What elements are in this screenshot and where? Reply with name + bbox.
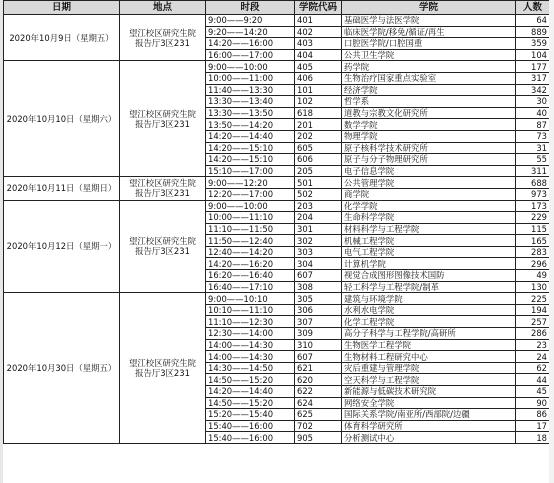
- place-line2: 报告厅3区231: [135, 368, 190, 379]
- time-cell: 11:50——12:40: [206, 235, 295, 247]
- time-cell: 9:00——12:20: [206, 177, 295, 189]
- college-name-cell: 材料科学与工程学院: [342, 223, 516, 235]
- college-code-cell: 302: [295, 235, 342, 247]
- college-code-cell: 101: [295, 84, 342, 96]
- college-name-cell: 网络安全学院: [342, 397, 516, 409]
- time-cell: 9:00——9:20: [206, 15, 295, 27]
- count-cell: 104: [516, 49, 550, 61]
- session-date: 2020年10月11日（星期日）: [4, 177, 120, 200]
- count-cell: 49: [516, 270, 550, 282]
- college-name-cell: 计算机学院: [342, 258, 516, 270]
- count-cell: 73: [516, 130, 550, 142]
- college-code-cell: 305: [295, 293, 342, 305]
- college-name-cell: 公共卫生学院: [342, 49, 516, 61]
- time-cell: 12:30——14:00: [206, 328, 295, 340]
- time-cell: 14:20——15:10: [206, 154, 295, 166]
- college-code-cell: 620: [295, 374, 342, 386]
- header-date: 日期: [4, 1, 120, 15]
- college-code-cell: 702: [295, 420, 342, 432]
- time-cell: 14:20——15:10: [206, 142, 295, 154]
- college-name-cell: 原子与分子物理研究所: [342, 154, 516, 166]
- time-cell: 11:10——12:30: [206, 316, 295, 328]
- count-cell: 173: [516, 200, 550, 212]
- college-name-cell: 生命科学学院: [342, 212, 516, 224]
- count-cell: 286: [516, 328, 550, 340]
- time-cell: 9:00——10:10: [206, 293, 295, 305]
- college-code-cell: 205: [295, 165, 342, 177]
- count-cell: 23: [516, 339, 550, 351]
- session-place: [120, 177, 206, 200]
- college-name-cell: 口腔医学院/口腔国重: [342, 38, 516, 50]
- count-cell: 177: [516, 61, 550, 73]
- place-line1: 望江校区研究生院: [129, 178, 196, 189]
- count-cell: 283: [516, 246, 550, 258]
- college-name-cell: 视觉合成图形图像技术国防: [342, 270, 516, 282]
- count-cell: 31: [516, 142, 550, 154]
- scroll-edge: [549, 0, 554, 483]
- table-row: [4, 177, 550, 189]
- count-cell: 311: [516, 165, 550, 177]
- college-code-cell: 618: [295, 107, 342, 119]
- table-row: [4, 200, 550, 212]
- count-cell: 90: [516, 397, 550, 409]
- college-name-cell: 新能源与低碳技术研究院: [342, 386, 516, 398]
- session-place: [120, 293, 206, 444]
- count-cell: 17: [516, 420, 550, 432]
- count-cell: 30: [516, 96, 550, 108]
- count-cell: 225: [516, 293, 550, 305]
- table-row: [4, 61, 550, 73]
- count-cell: 229: [516, 212, 550, 224]
- time-cell: 14:00——14:30: [206, 339, 295, 351]
- count-cell: 87: [516, 119, 550, 131]
- college-name-cell: 药学院: [342, 61, 516, 73]
- header-code: 学院代码: [295, 1, 342, 15]
- college-name-cell: 数学学院: [342, 119, 516, 131]
- college-name-cell: 经济学院: [342, 84, 516, 96]
- college-code-cell: 102: [295, 96, 342, 108]
- time-cell: 14:20——14:40: [206, 130, 295, 142]
- college-name-cell: 体育科学研究所: [342, 420, 516, 432]
- college-code-cell: 605: [295, 142, 342, 154]
- college-name-cell: 哲学系: [342, 96, 516, 108]
- college-name-cell: 建筑与环境学院: [342, 293, 516, 305]
- time-cell: 12:20——17:00: [206, 188, 295, 200]
- time-cell: 10:00——11:00: [206, 72, 295, 84]
- college-code-cell: 905: [295, 432, 342, 444]
- time-cell: 9:00——10:00: [206, 200, 295, 212]
- time-cell: 13:30——13:50: [206, 107, 295, 119]
- session-date: 2020年10月10日（星期六）: [4, 61, 120, 177]
- college-code-cell: 607: [295, 351, 342, 363]
- college-code-cell: 306: [295, 304, 342, 316]
- college-code-cell: 606: [295, 154, 342, 166]
- college-code-cell: 308: [295, 281, 342, 293]
- time-cell: 14:30——14:50: [206, 362, 295, 374]
- session-date: 2020年10月30日（星期五）: [4, 293, 120, 444]
- header-place: 地点: [120, 1, 206, 15]
- session-place: [120, 61, 206, 177]
- count-cell: 24: [516, 351, 550, 363]
- time-cell: 12:40——14:20: [206, 246, 295, 258]
- college-name-cell: 机械工程学院: [342, 235, 516, 247]
- count-cell: 40: [516, 107, 550, 119]
- college-name-cell: 公共管理学院: [342, 177, 516, 189]
- college-name-cell: 基础医学与法医学院: [342, 15, 516, 27]
- schedule-body: [4, 1, 550, 444]
- college-code-cell: 402: [295, 26, 342, 38]
- count-cell: 55: [516, 154, 550, 166]
- time-cell: 16:20——16:40: [206, 270, 295, 282]
- college-code-cell: 404: [295, 49, 342, 61]
- session-date: 2020年10月9日（星期五）: [4, 15, 120, 61]
- college-code-cell: 401: [295, 15, 342, 27]
- college-code-cell: 607: [295, 270, 342, 282]
- count-cell: 62: [516, 362, 550, 374]
- college-name-cell: 水利水电学院: [342, 304, 516, 316]
- count-cell: 64: [516, 15, 550, 27]
- college-name-cell: 化学工程学院: [342, 316, 516, 328]
- count-cell: 194: [516, 304, 550, 316]
- count-cell: 18: [516, 432, 550, 444]
- place-line1: 望江校区研究生院: [129, 108, 196, 119]
- header-row: [4, 1, 550, 15]
- place-line1: 望江校区研究生院: [129, 27, 196, 38]
- time-cell: 14:50——15:20: [206, 397, 295, 409]
- college-name-cell: 商学院: [342, 188, 516, 200]
- time-cell: 16:00——17:00: [206, 49, 295, 61]
- college-code-cell: 501: [295, 177, 342, 189]
- college-code-cell: 310: [295, 339, 342, 351]
- count-cell: 688: [516, 177, 550, 189]
- count-cell: 317: [516, 72, 550, 84]
- college-code-cell: 622: [295, 386, 342, 398]
- college-name-cell: 临床医学院/移免/循证/再生: [342, 26, 516, 38]
- college-name-cell: 分析测试中心: [342, 432, 516, 444]
- college-code-cell: 301: [295, 223, 342, 235]
- college-code-cell: 309: [295, 328, 342, 340]
- count-cell: 973: [516, 188, 550, 200]
- college-name-cell: 物理学院: [342, 130, 516, 142]
- schedule-table: [3, 0, 550, 444]
- college-code-cell: 307: [295, 316, 342, 328]
- time-cell: 10:10——11:10: [206, 304, 295, 316]
- college-code-cell: 304: [295, 258, 342, 270]
- college-code-cell: 405: [295, 61, 342, 73]
- count-cell: 115: [516, 223, 550, 235]
- session-place: [120, 15, 206, 61]
- time-cell: 9:20——14:20: [206, 26, 295, 38]
- time-cell: 11:40——13:30: [206, 84, 295, 96]
- count-cell: 165: [516, 235, 550, 247]
- time-cell: 14:00——14:30: [206, 351, 295, 363]
- college-code-cell: 202: [295, 130, 342, 142]
- count-cell: 257: [516, 316, 550, 328]
- college-code-cell: 303: [295, 246, 342, 258]
- session-date: 2020年10月12日（星期一）: [4, 200, 120, 293]
- college-name-cell: 轻工科学与工程学院/制革: [342, 281, 516, 293]
- time-cell: 9:00——10:00: [206, 61, 295, 73]
- count-cell: 296: [516, 258, 550, 270]
- header-count: 人数: [516, 1, 550, 15]
- time-cell: 13:30——13:40: [206, 96, 295, 108]
- college-code-cell: 502: [295, 188, 342, 200]
- header-time: 时段: [206, 1, 295, 15]
- college-name-cell: 电气工程学院: [342, 246, 516, 258]
- place-line2: 报告厅3区231: [135, 118, 190, 129]
- place-line1: 望江校区研究生院: [129, 358, 196, 369]
- count-cell: 86: [516, 409, 550, 421]
- college-name-cell: 化学学院: [342, 200, 516, 212]
- college-code-cell: 406: [295, 72, 342, 84]
- college-code-cell: 203: [295, 200, 342, 212]
- count-cell: 359: [516, 38, 550, 50]
- college-code-cell: 403: [295, 38, 342, 50]
- college-name-cell: 原子核科学技术研究所: [342, 142, 516, 154]
- count-cell: 45: [516, 386, 550, 398]
- count-cell: 342: [516, 84, 550, 96]
- table-row: [4, 293, 550, 305]
- college-code-cell: 204: [295, 212, 342, 224]
- header-college: 学院: [342, 1, 516, 15]
- place-line2: 报告厅3区231: [135, 188, 190, 199]
- college-name-cell: 电子信息学院: [342, 165, 516, 177]
- session-place: [120, 200, 206, 293]
- time-cell: 14:20——16:20: [206, 258, 295, 270]
- college-name-cell: 生物医学工程学院: [342, 339, 516, 351]
- time-cell: 15:40——16:00: [206, 420, 295, 432]
- college-code-cell: 621: [295, 362, 342, 374]
- time-cell: 13:50——14:20: [206, 119, 295, 131]
- time-cell: 15:20——15:40: [206, 409, 295, 421]
- place-line1: 望江校区研究生院: [129, 236, 196, 247]
- time-cell: 11:10——11:50: [206, 223, 295, 235]
- place-line2: 报告厅3区231: [135, 246, 190, 257]
- count-cell: 889: [516, 26, 550, 38]
- time-cell: 14:20——14:40: [206, 386, 295, 398]
- time-cell: 14:20——16:00: [206, 38, 295, 50]
- college-code-cell: 201: [295, 119, 342, 131]
- college-code-cell: 624: [295, 397, 342, 409]
- college-name-cell: 空天科学与工程学院: [342, 374, 516, 386]
- time-cell: 14:50——15:20: [206, 374, 295, 386]
- college-name-cell: 国际关系学院/南亚所/西部院/边疆: [342, 409, 516, 421]
- college-name-cell: 道教与宗教文化研究所: [342, 107, 516, 119]
- count-cell: 130: [516, 281, 550, 293]
- college-name-cell: 生物治疗国家重点实验室: [342, 72, 516, 84]
- time-cell: 15:10——17:00: [206, 165, 295, 177]
- time-cell: 10:00——11:10: [206, 212, 295, 224]
- time-cell: 15:40——16:00: [206, 432, 295, 444]
- college-name-cell: 高分子科学与工程学院/高研所: [342, 328, 516, 340]
- time-cell: 16:40——17:10: [206, 281, 295, 293]
- college-code-cell: 625: [295, 409, 342, 421]
- college-name-cell: 生物材料工程研究中心: [342, 351, 516, 363]
- place-line2: 报告厅3区231: [135, 37, 190, 48]
- college-name-cell: 灾后重建与管理学院: [342, 362, 516, 374]
- table-row: [4, 15, 550, 27]
- count-cell: 44: [516, 374, 550, 386]
